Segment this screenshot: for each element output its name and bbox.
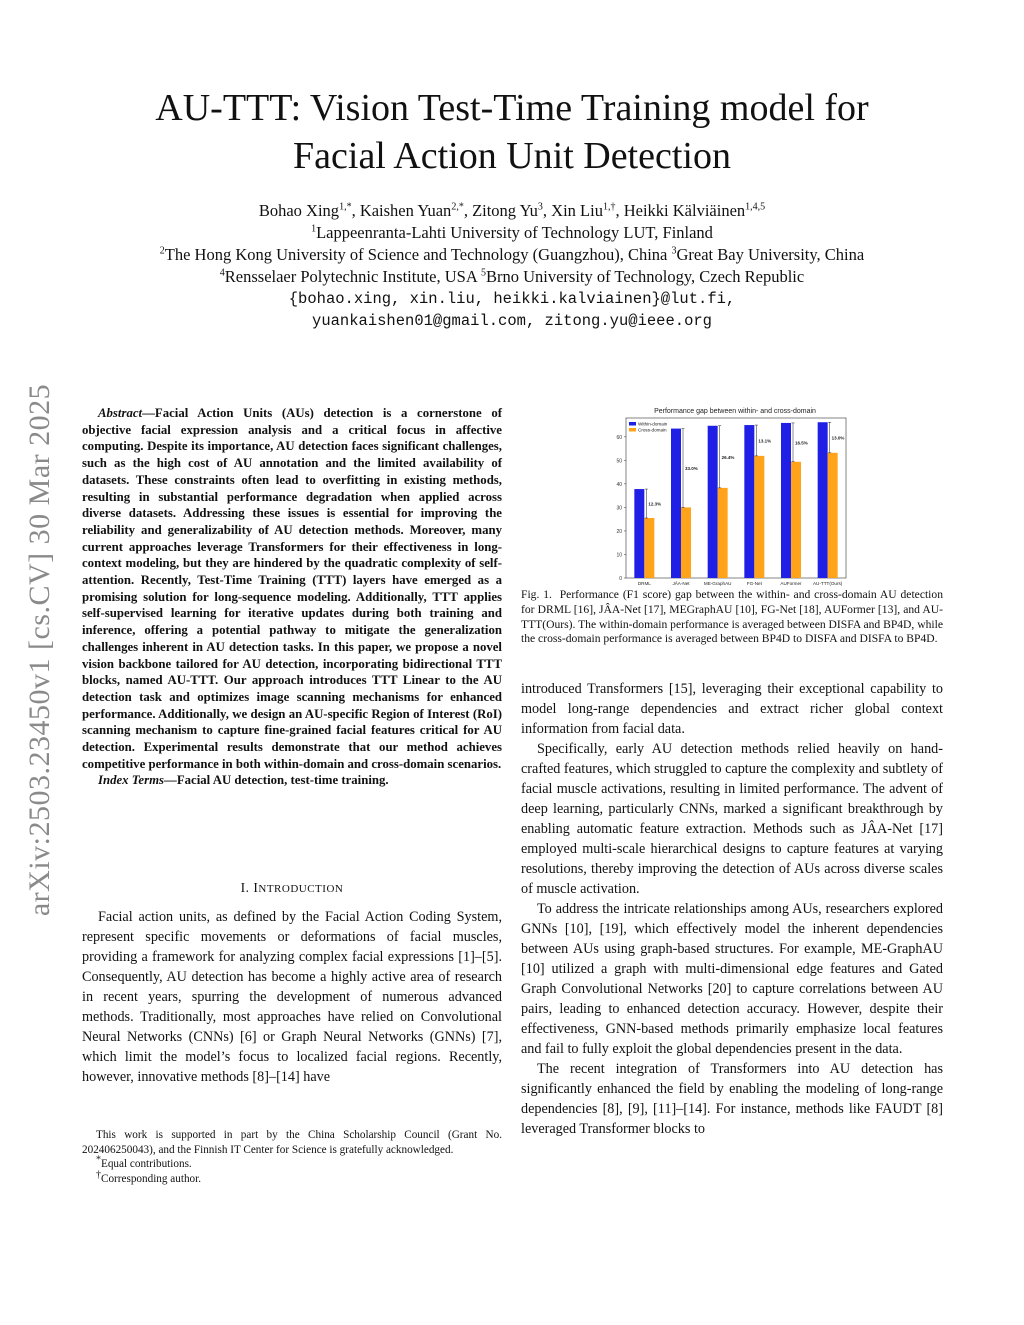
author-separator: , (615, 201, 624, 220)
bar-cross-domain (754, 456, 764, 578)
section-number: I. (240, 880, 254, 895)
section-title-initial: I (253, 880, 259, 895)
chart-title: Performance gap between within- and cross-domain (654, 408, 816, 415)
performance-gap-chart (606, 400, 856, 590)
figure-1 (606, 400, 856, 590)
bar-cross-domain (681, 507, 691, 578)
chart-bars (634, 422, 837, 578)
x-tick-label: DRML (637, 581, 651, 586)
funding-footnote: This work is supported in part by the China Scholarship Council (Grant No. 202406250043), and the Finnish IT Center for Science is gratefully acknowledged. (82, 1129, 502, 1156)
figure-1-caption (521, 588, 943, 647)
author-separator: , (542, 201, 552, 220)
affil-text: Lappeenranta-Lahti University of Technology LUT, Finland (316, 223, 713, 242)
index-terms-label: Index Terms (98, 773, 165, 788)
y-tick-label: 20 (616, 528, 622, 535)
abstract (82, 405, 502, 789)
paragraph-transformer-methods: The recent integration of Transformers into AU detection has significantly enhanced the field by enabling the modeling of long-range dependencies [8], [9], [11]–[14]. For instance, methods like FAUDT [8] leveraged Transformer blocks to (521, 1061, 943, 1137)
affil-mark: 3 (671, 245, 677, 257)
y-tick-label: 60 (616, 434, 622, 441)
affiliation-4-5 (60, 266, 964, 288)
section-title-rest: NTRODUCTION (258, 883, 344, 895)
arxiv-identifier: arXiv:2503.23450v1 [cs.CV] 30 Mar 2025 (23, 383, 56, 917)
corresponding-author-footnote (82, 1168, 502, 1187)
index-terms-text: —Facial AU detection, test-time training. (164, 773, 389, 788)
legend-swatch (629, 428, 636, 432)
y-tick-label: 10 (616, 552, 622, 559)
author-affil-mark: 1,† (602, 201, 616, 213)
gap-label: 13.0% (831, 435, 845, 441)
author-name: Xin Liu (551, 201, 603, 220)
footnote-text: Equal contributions. (101, 1158, 192, 1170)
paper-title (60, 84, 964, 180)
bar-within-domain (781, 423, 791, 578)
paragraph-early-methods: Specifically, early AU detection methods relied heavily on hand-crafted features, which struggled to capture the complexity and subtlety of facial muscle activations, resulting in limited performance. The advent of deep learning, particularly CNNs, marked a significant breakthrough by enabling automatic feature extraction. Methods such as JÂA-Net [17] employed multi-scale hierarchical designs to capture features at varying resolutions, thereby improving the detection of AUs across diverse scales of muscle activation. (521, 741, 943, 897)
intro-paragraph: Facial action units, as defined by the Facial Action Coding System, represent specific movements or deformations of facial muscles, providing a framework for analyzing complex facial expressions [1]–[5]. Consequently, AU detection has become a highly active area of research in recent years, spurring the development of numerous advanced methods. Traditionally, most approaches have relied on Convolutional Neural Networks (CNNs) [6] or Graph Neural Networks (GNNs) [7], which limit the model’s focus to localized facial regions. Recently, however, innovative methods [8]–[14] have (82, 909, 502, 1085)
author-affil-mark: 1,4,5 (745, 201, 766, 213)
author-affil-mark: 3 (537, 201, 543, 213)
intro-left-column (82, 907, 502, 1087)
caption-text: Performance (F1 score) gap between the within- and cross-domain AU detection for DRML [16], JÂA-Net [17], MEGraphAU [10], FG-Net [18], AUFormer [13], and AU-TTT(Ours). The within-domain performance is averaged between DISFA and BP4D, while the cross-domain performance is averaged between BP4D to DISFA and DISFA to BP4D. (521, 588, 943, 646)
gap-label: 13.1% (758, 438, 772, 444)
author-separator: , (463, 201, 473, 220)
legend-label: Within-domain (638, 421, 668, 427)
affil-text: The Hong Kong University of Science and Technology (Guangzhou), China (164, 245, 668, 264)
paragraph-gnn-methods: To address the intricate relationships among AUs, researchers explored GNNs [10], [19], which effectively model the inherent dependencies between AUs using graph-based structures. For example, ME-GraphAU [10] utilized a graph with multi-dimensional edge features and Gated Graph Convolutional Networks [20] to capture correlations between AU pairs, leading to enhanced detection accuracy. However, despite their effectiveness, GNN-based methods primarily emphasize local features and fail to fully exploit the global dependencies present in the data. (521, 901, 943, 1057)
affil-text: Great Bay University, China (676, 245, 865, 264)
author-name: Zitong Yu (472, 201, 538, 220)
gap-label: 12.3% (648, 501, 662, 507)
caption-label: Fig. 1. (521, 588, 552, 601)
gap-label: 26.4% (721, 454, 735, 460)
bar-cross-domain (828, 453, 838, 578)
bar-within-domain (818, 422, 828, 578)
chart-legend (629, 421, 668, 432)
bar-cross-domain (718, 488, 728, 578)
arxiv-sidebar (10, 360, 70, 940)
footnotes (82, 1128, 502, 1186)
title-line-1: AU-TTT: Vision Test-Time Training model for (155, 87, 869, 129)
x-tick-label: JÂA-Net (672, 581, 690, 586)
bar-cross-domain (791, 462, 801, 578)
y-tick-label: 50 (616, 458, 622, 465)
abstract-label: Abstract (98, 406, 143, 420)
email-line-1: {bohao.xing, xin.liu, heikki.kalviainen}@lut.fi, (288, 290, 736, 308)
gap-label: 16.5% (795, 440, 808, 446)
y-tick-label: 40 (616, 481, 622, 488)
affil-mark: 1 (311, 223, 317, 235)
footnote-mark: * (96, 1154, 101, 1166)
x-tick-label: AU-TTT(Ours) (812, 581, 843, 586)
affil-mark: 2 (159, 245, 165, 257)
plot-frame (626, 418, 846, 578)
author-block (60, 200, 964, 332)
paragraph-continued: introduced Transformers [15], leveraging their exceptional capability to model long-range dependencies and extract richer global context information from facial data. (521, 681, 943, 737)
affiliation-2-3 (60, 244, 964, 266)
equal-contribution-footnote (82, 1154, 502, 1172)
bar-within-domain (671, 429, 681, 578)
y-tick-label: 30 (616, 505, 622, 512)
affil-mark: 4 (219, 267, 225, 279)
footnote-mark: † (96, 1168, 101, 1180)
legend-label: Cross-domain (638, 427, 667, 433)
section-heading-introduction (82, 880, 502, 896)
bar-within-domain (634, 489, 644, 578)
affiliation-1 (60, 222, 964, 244)
footnote-text: Corresponding author. (101, 1172, 202, 1185)
title-line-2: Facial Action Unit Detection (293, 135, 731, 177)
intro-right-column (521, 679, 943, 1139)
affil-mark: 5 (480, 267, 486, 279)
author-name: Bohao Xing (258, 201, 340, 220)
author-name: Heikki Kälviäinen (623, 201, 746, 220)
x-tick-label: ME-GraphAU (703, 581, 732, 586)
author-separator: , (351, 201, 360, 220)
abstract-text: —Facial Action Units (AUs) detection is a cornerstone of objective facial expression analysis and a critical focus in affective computing. Despite its importance, AU detection faces significant challenges, such as the high cost of AU annotation and the limited availability of datasets. These constraints often lead to overfitting in existing methods, resulting in substantial performance degradation when applied across diverse datasets. Addressing these issues is essential for improving the reliability and generalizability of AU detection methods. Moreover, many current approaches leverage Transformers for their effectiveness in long-context modeling, but they are hindered by the quadratic complexity of self-attention. Recently, Test-Time Training (TTT) layers have emerged as a promising solution for long-sequence modeling. Additionally, TTT applies self-supervised learning for iterative updates during both training and inference, offering a potential pathway to mitigate the generalization challenges inherent in AU detection tasks. In this paper, we propose a novel vision backbone tailored for AU detection, incorporating bidirectional TTT blocks, named AU-TTT. Our approach introduces TTT Linear to the AU detection task and optimizes image scanning mechanisms for enhanced performance. Additionally, we design an AU-specific Region of Interest (RoI) scanning mechanism to capture fine-grained facial features critical for AU detection. Experimental results demonstrate that our method achieves competitive performance in both within-domain and cross-domain scenarios. (82, 406, 502, 771)
author-affil-mark: 1,* (339, 201, 352, 213)
author-affil-mark: 2,* (451, 201, 464, 213)
y-tick-label: 0 (619, 576, 622, 582)
author-list (60, 200, 964, 222)
legend-swatch (629, 422, 636, 426)
affil-text: Brno University of Technology, Czech Republic (485, 267, 805, 286)
bar-within-domain (708, 426, 718, 578)
email-line-2: yuankaishen01@gmail.com, zitong.yu@ieee.org (312, 312, 712, 330)
bar-within-domain (744, 425, 754, 578)
author-name: Kaishen Yuan (359, 201, 452, 220)
bar-cross-domain (644, 518, 654, 578)
affil-text: Rensselaer Polytechnic Institute, USA (224, 267, 477, 286)
x-tick-label: AUFormer (780, 581, 802, 586)
x-tick-label: FG-Net (746, 581, 762, 586)
gap-label: 33.0% (685, 466, 698, 471)
